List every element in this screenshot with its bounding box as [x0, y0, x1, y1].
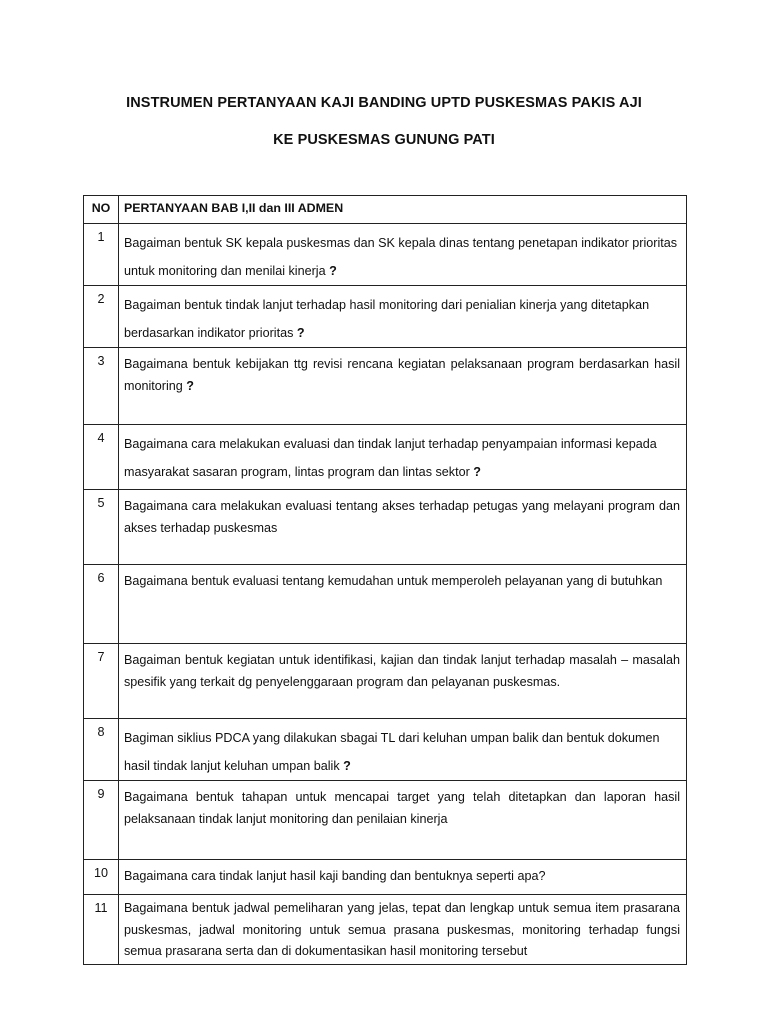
question-text: [119, 286, 687, 348]
question-mark: ?: [182, 379, 195, 393]
question-mark: ?: [293, 326, 305, 340]
row-number: 7: [84, 644, 119, 719]
question-mark: ?: [325, 264, 337, 278]
question-body: Bagaiman bentuk SK kepala puskesmas dan SK kepala dinas tentang penetapan indikator prioritas untuk monitoring dan menilai kinerja: [124, 236, 678, 278]
row-number: 1: [84, 224, 119, 286]
question-body: Bagaiman bentuk kegiatan untuk identifikasi, kajian dan tindak lanjut terhadap masalah – masalah spesifik yang terkait dg penyelenggaraan program dan pelayanan puskesmas.: [124, 653, 680, 689]
row-number: 2: [84, 286, 119, 348]
row-number: 10: [84, 860, 119, 895]
column-header-question: PERTANYAAN BAB I,II dan III ADMEN: [119, 196, 687, 224]
question-body: Bagaimana bentuk evaluasi tentang kemudahan untuk memperoleh pelayanan yang di butuhkan: [124, 574, 663, 588]
question-text: [119, 895, 687, 965]
question-body: Bagaimana bentuk jadwal pemeliharan yang jelas, tepat dan lengkap untuk semua item prasarana puskesmas, jadwal monitoring untuk semua prasana puskesmas, monitoring terhadap fungsi semua prasarana serta dan di dokumentasikan hasil monitoring tersebut: [124, 901, 680, 958]
row-number: 8: [84, 719, 119, 781]
table-header-row: [84, 196, 687, 224]
question-body: Bagaimana cara melakukan evaluasi tentang akses terhadap petugas yang melayani program dan akses terhadap puskesmas: [124, 499, 680, 535]
document-title: INSTRUMEN PERTANYAAN KAJI BANDING UPTD PUSKESMAS PAKIS AJI: [126, 95, 642, 111]
question-text: [119, 490, 687, 565]
row-number: 5: [84, 490, 119, 565]
question-body: Bagaiman bentuk tindak lanjut terhadap hasil monitoring dari penialian kinerja yang ditetapkan berdasarkan indikator prioritas: [124, 298, 650, 340]
question-body: Bagaimana cara tindak lanjut hasil kaji banding dan bentuknya seperti apa?: [124, 869, 546, 883]
table-row: [84, 644, 687, 719]
row-number: 11: [84, 895, 119, 965]
table-row: [84, 490, 687, 565]
table-row: [84, 224, 687, 286]
question-mark: ?: [339, 759, 351, 773]
question-text: [119, 565, 687, 644]
question-body: Bagaimana bentuk kebijakan ttg revisi rencana kegiatan pelaksanaan program berdasarkan hasil monitoring: [124, 357, 680, 393]
question-text: [119, 644, 687, 719]
table-row: [84, 565, 687, 644]
row-number: 6: [84, 565, 119, 644]
question-text: [119, 860, 687, 895]
table-row: [84, 719, 687, 781]
table-row: [84, 895, 687, 965]
table-row: [84, 781, 687, 860]
question-mark: ?: [469, 465, 481, 479]
question-body: Bagaimana cara melakukan evaluasi dan tindak lanjut terhadap penyampaian informasi kepada masyarakat sasaran program, lintas program dan lintas sektor: [124, 437, 657, 479]
document-subtitle: KE PUSKESMAS GUNUNG PATI: [273, 132, 495, 148]
question-text: [119, 719, 687, 781]
table-row: [84, 286, 687, 348]
question-text: [119, 781, 687, 860]
question-text: [119, 425, 687, 490]
column-header-no: NO: [84, 196, 119, 224]
row-number: 4: [84, 425, 119, 490]
table-row: [84, 425, 687, 490]
row-number: 3: [84, 348, 119, 425]
question-table: [83, 195, 687, 965]
question-body: Bagiman siklius PDCA yang dilakukan sbagai TL dari keluhan umpan balik dan bentuk dokumen hasil tindak lanjut keluhan umpan balik: [124, 731, 660, 773]
question-text: [119, 224, 687, 286]
question-body: Bagaimana bentuk tahapan untuk mencapai target yang telah ditetapkan dan laporan hasil pelaksanaan tindak lanjut monitoring dan penilaian kinerja: [124, 790, 680, 826]
table-row: [84, 348, 687, 425]
row-number: 9: [84, 781, 119, 860]
question-text: [119, 348, 687, 425]
table-row: [84, 860, 687, 895]
